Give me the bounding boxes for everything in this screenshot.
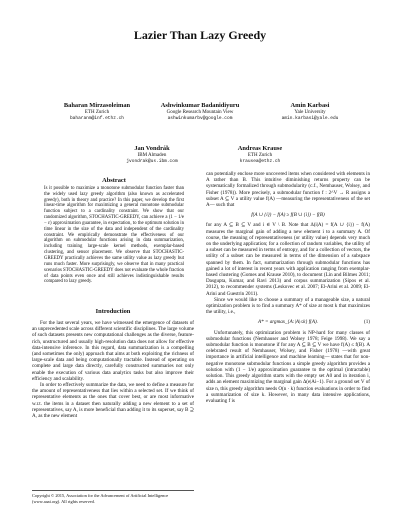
- paragraph: For the last several years, we have witnessed the emergence of datasets of an unprecedented scale across different scientific disciplines. The large volume of such datasets presents new computational challenges as the diverse, feature-rich, unstructured and usually high-resolution data does not allow for effective data-intensive inference. In this regard, data summarization is a compelling (and sometimes the only) approach that aims at both exploiting the richness of large-scale data and being computationally tractable. Instead of operating on complete and large data directly, carefully constructed summaries not only enable the execution of various data analytics tasks but also improve their efficiency and scalability.: [32, 320, 194, 382]
- abstract-heading: Abstract: [102, 177, 126, 184]
- author-email: jvondrak@us.ibm.com: [126, 159, 178, 165]
- equation-argmax: [206, 319, 370, 325]
- equation-submodularity: f(A ∪ {i}) − f(A) ≥ f(B ∪ {i}) − f(B): [251, 212, 325, 219]
- author-name: Ashwinkumar Badanidiyuru: [160, 102, 240, 109]
- copyright-footnote: Copyright © 2015, Association for the Advancement of Artificial Intelligence (www.aaai.org). All rights reserved.: [32, 490, 194, 504]
- author-affiliation: IBM Almaden: [137, 153, 167, 158]
- author-affiliation: Yale University: [294, 110, 326, 115]
- author-email: baharanm@inf.ethz.ch: [69, 116, 124, 122]
- abstract-text: Is it possible to maximize a monotone submodular function faster than the widely used lazy greedy algorithm (also known as accelerated greedy), both in theory and practice? In this paper, we develop the first linear-time algorithm for maximizing a general monotone submodular function subject to a cardinality constraint. We show that our randomized algorithm, STOCHASTIC-GREEDY, can achieve a (1 − 1/e − ε) approximation guarantee, in expectation, to the optimum solution in time linear in the size of the data and independent of the cardinality constraint. We empirically demonstrate the effectiveness of our algorithm on submodular functions arising in data summarization, including training large-scale kernel methods, exemplar-based clustering, and sensor placement. We observe that STOCHASTIC-GREEDY practically achieves the same utility value as lazy greedy but runs much faster. More surprisingly, we observe that in many practical scenarios STOCHASTIC-GREEDY does not evaluate the whole fraction of data points even once and still achieves indistinguishable results compared to lazy greedy.: [44, 185, 185, 285]
- paper-title: Lazier Than Lazy Greedy: [133, 28, 267, 42]
- right-column: [206, 171, 370, 404]
- paragraph: Unfortunately, this optimization problem is NP-hard for many classes of submodular functions (Nemhauser and Wolsey 1978; Feige 1998). We say a submodular function is monotone if for any A ⊆ B ⊆ V we have f(A) ≤ f(B). A celebrated result of Nemhauser, Wolsey, and Fisher (1978) —with great importance in artificial intelligence and machine learning— states that for non-negative monotone submodular functions a simple greedy algorithm provides a solution with (1 − 1/e) approximation guarantee to the optimal (intractable) solution. This greedy algorithm starts with the empty set A0 and in iteration i, adds an element maximizing the marginal gain Δ(e|Ai−1). For a ground set V of size n, this greedy algorithm needs O(n · k) function evaluations in order to find a summarization of size k. However, in many data intensive applications, evaluating f is: [206, 329, 370, 404]
- equation-number: (1): [364, 319, 370, 326]
- equation-argmax-body: A* = argmax_{A:|A|≤k} f(A).: [258, 319, 318, 326]
- paragraph: In order to effectively summarize the data, we need to define a measure for the amount of representativeness that lies within a selected set. If we think of representative elements as the ones that cover best, or are most informative w.r.t. the items in a dataset then naturally adding a new element to a set of representatives, say A, is more beneficial than adding it to its superset, say B ⊇ A, as the new element: [32, 382, 194, 420]
- author-block: [135, 102, 265, 122]
- abstract: [44, 178, 184, 285]
- introduction-heading: Introduction: [95, 308, 131, 315]
- author-affiliation: Google Research Mountain View: [166, 110, 234, 115]
- author-block: [255, 102, 365, 122]
- author-affiliation: ETH Zurich: [247, 153, 273, 158]
- author-email: amin.karbasi@yale.edu: [281, 116, 339, 122]
- author-name: Amin Karbasi: [290, 102, 330, 109]
- author-name: Andreas Krause: [237, 145, 283, 152]
- author-affiliation: ETH Zurich: [84, 110, 110, 115]
- author-block: [92, 145, 212, 165]
- paragraph: Since we would like to choose a summary of a manageable size, a natural optimization problem is to find a summary A* of size at most k that maximizes the utility, i.e.,: [206, 296, 370, 316]
- paragraph: for any A ⊆ B ⊆ V and i ∈ V \ B. Note that Δ(i|A) = f(A ∪ {i}) − f(A) measures the marginal gain of adding a new element i to a summary A. Of course, the meaning of representativeness (or utility value) depends very much on the underlying application; for a collection of random variables, the utility of a subset can be measured in terms of entropy, and for a collection of vectors, the utility of a subset can be measured in terms of the dimension of a subspace spanned by them. In fact, summarization through submodular functions has gained a lot of interest in recent years with application ranging from exemplar-based clustering (Gomes and Krause 2010), to document (Lin and Bilmes 2011; Dasgupta, Kumar, and Ravi 2013) and corpus summarization (Sipos et al. 2012), to recommender systems (Leskovec et al. 2007; El-Arini et al. 2009; El-Arini and Guestrin 2011).: [206, 222, 370, 297]
- introduction-body: [32, 320, 194, 419]
- author-email: ashwinkumarbv@google.com: [167, 116, 233, 122]
- author-block: [200, 145, 320, 165]
- author-name: Jan Vondrák: [134, 145, 170, 152]
- author-name: Baharan Mirzasoleiman: [63, 102, 131, 109]
- author-email: krausea@ethz.ch: [239, 159, 281, 165]
- paragraph: can potentially enclose more uncovered items when considered with elements in A rather than B. This intuitive diminishing returns property can be systematically formalized through submodularity (c.f., Nemhauser, Wolsey, and Fisher (1978)). More precisely, a submodular function f : 2^V → R assigns a subset A ⊆ V a utility value f(A) —measuring the representativeness of the set A— such that: [206, 171, 370, 209]
